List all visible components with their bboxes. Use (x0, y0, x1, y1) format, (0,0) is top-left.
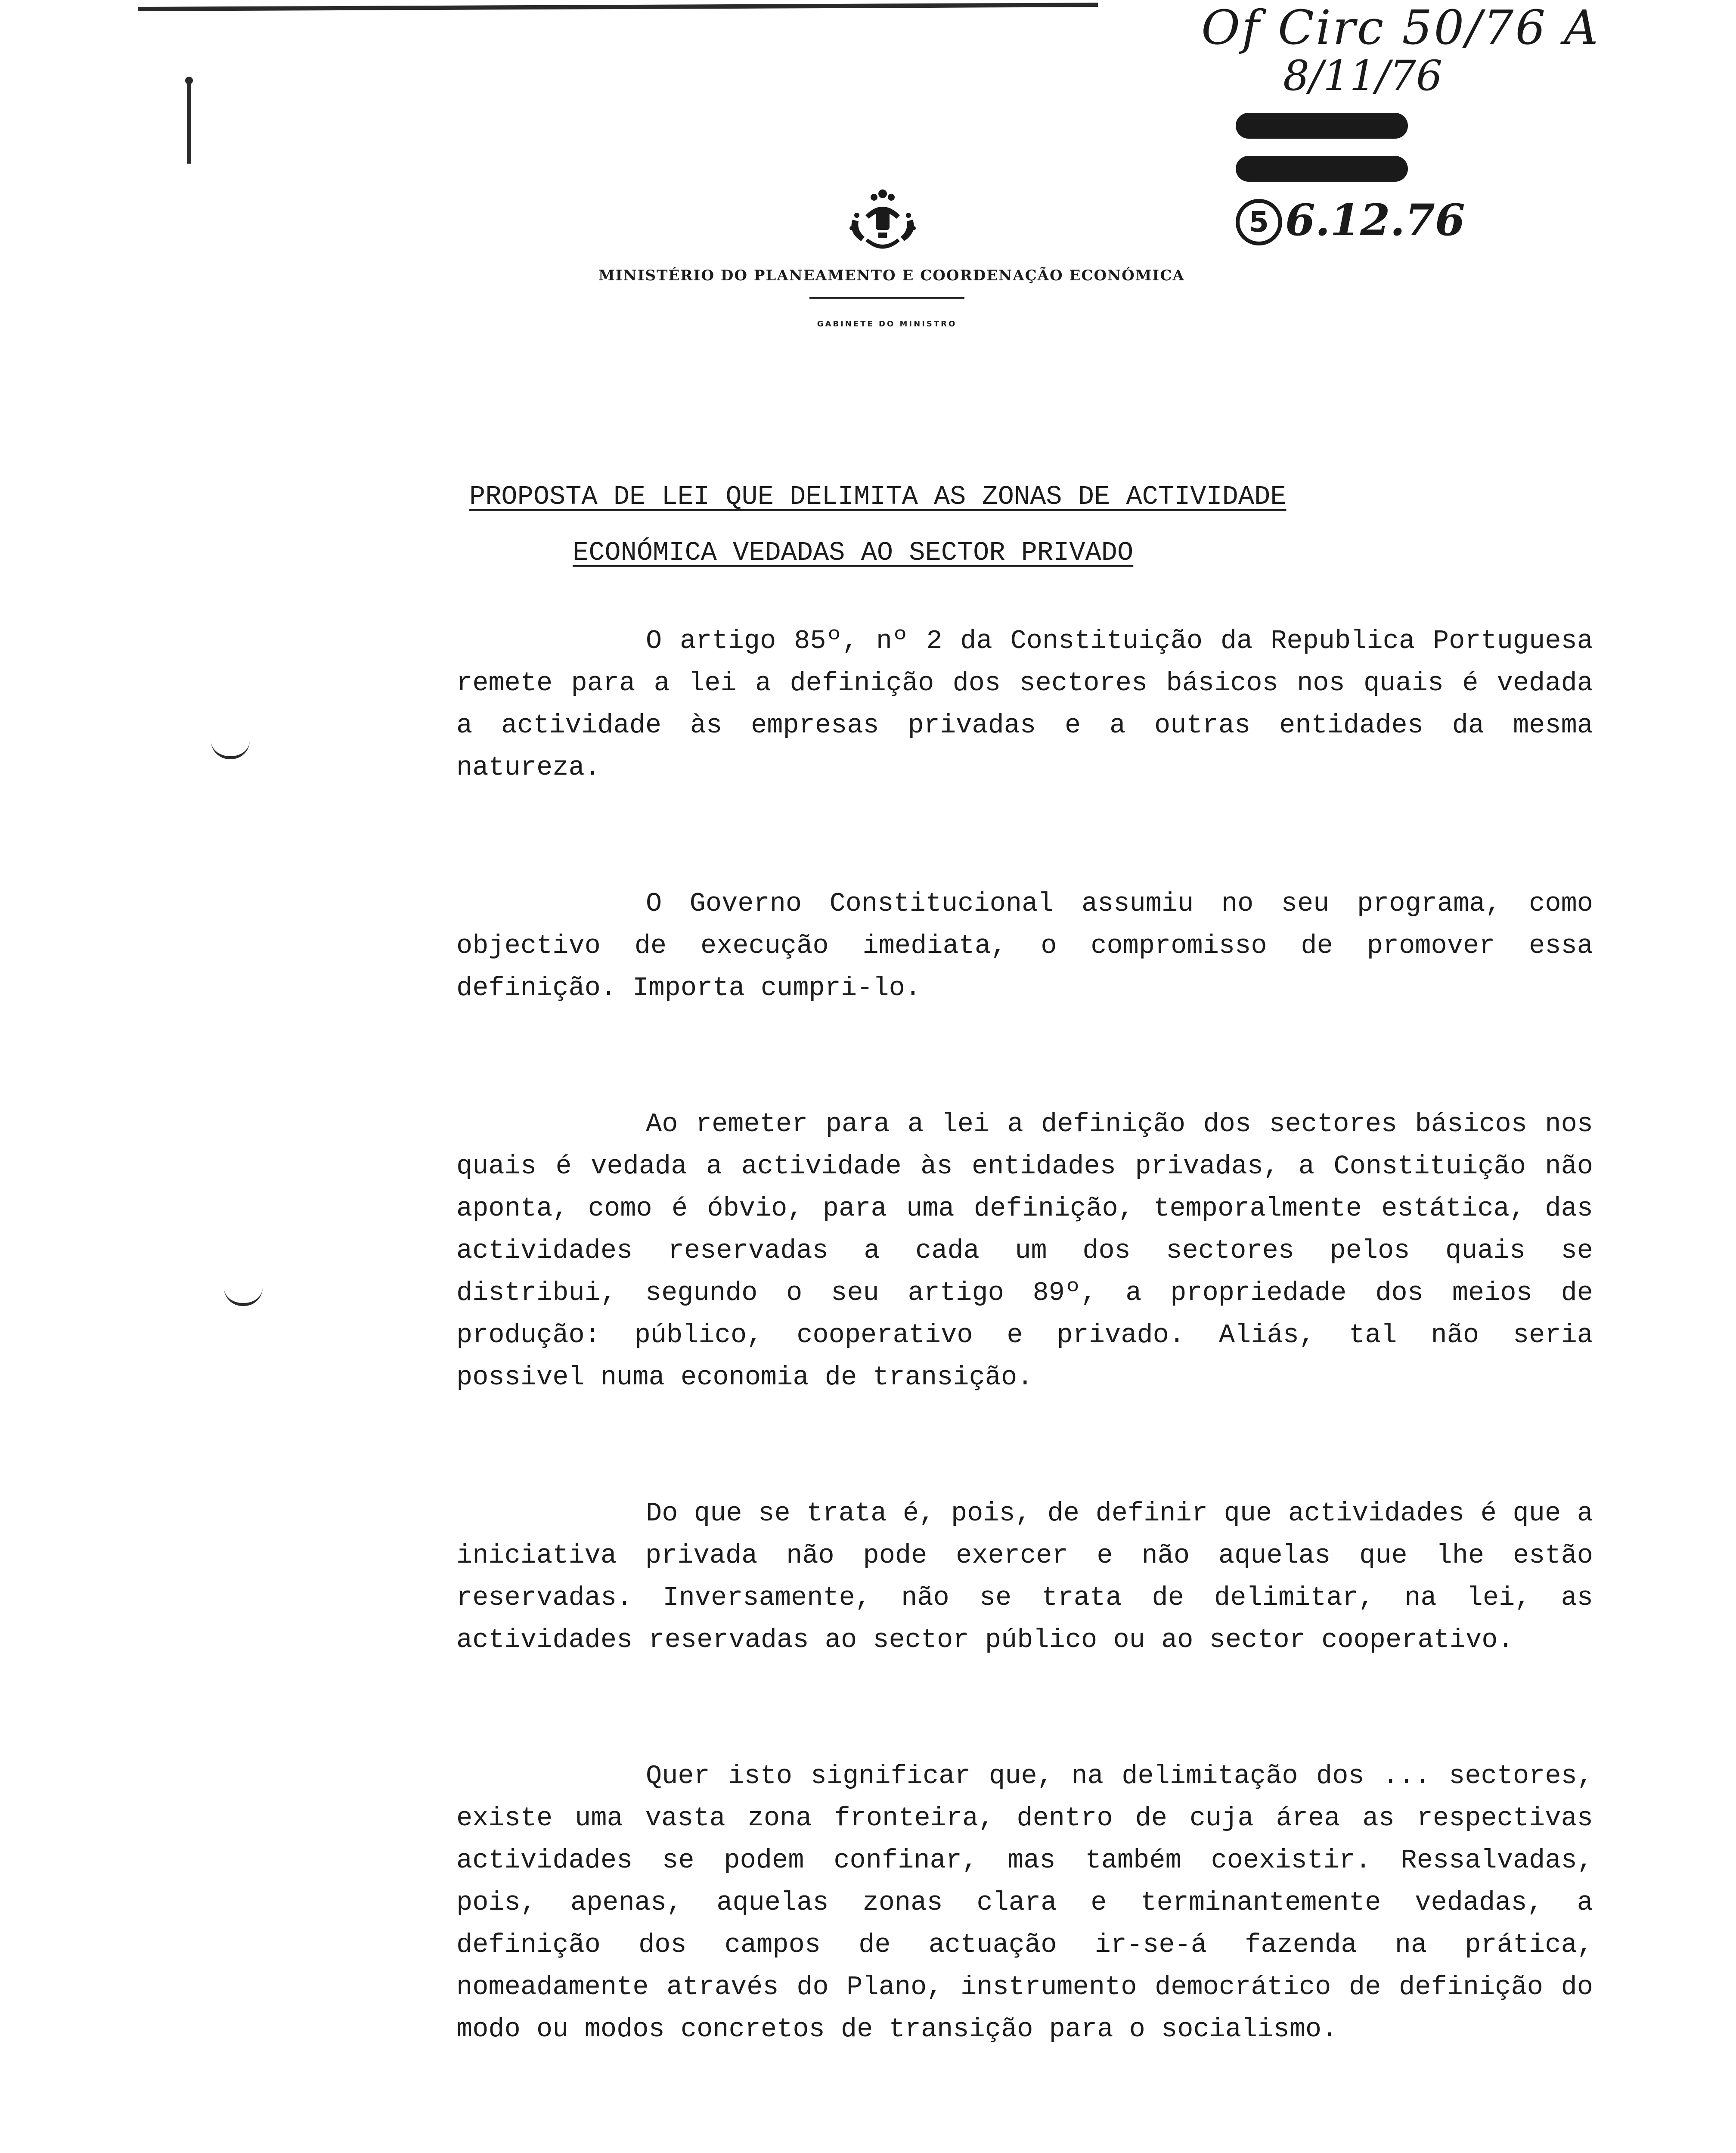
document-title-line-2: ECONÓMICA VEDADAS AO SECTOR PRIVADO (573, 537, 1134, 568)
circled-number: 5 (1236, 199, 1282, 245)
paragraph: Do que se trata é, pois, de definir que actividades é que a iniciativa privada não pode exercer e não aquelas que lhe estão reservadas. Inversamente, não se trata de delimitar, na lei, as actividades reservadas ao sector público ou ao sector cooperativo. (456, 1498, 1593, 1655)
paragraph: O Governo Constitucional assumiu no seu programa, como objectivo de execução imediata, o compromisso de promover essa definição. Importa cumpri-lo. (456, 888, 1593, 1003)
ministry-name: MINISTÉRIO DO PLANEAMENTO E COORDENAÇÃO ECONÓMICA (598, 267, 1185, 284)
struck-out-annotation (1236, 156, 1408, 182)
margin-mark (187, 78, 191, 164)
handwritten-circled-date: 6.12.76 (1285, 195, 1465, 245)
header-divider (809, 297, 964, 299)
paragraph: Ao remeter para a lei a definição dos sectores básicos nos quais é vedada a actividade às entidades privadas, a Constituição não aponta, como é óbvio, para uma definição, temporalmente estática, das actividades reservadas a cada um dos sectores pelos quais se distribui, segundo o seu artigo 89º, a propriedade dos meios de produção: público, cooperativo e privado. Aliás, tal não seria possivel numa economia de transição. (456, 1109, 1593, 1393)
struck-out-annotation (1236, 113, 1408, 139)
paragraph: O artigo 85º, nº 2 da Constituição da Republica Portuguesa remete para a lei a definição dos sectores básicos nos quais é vedada a actividade às empresas privadas e a outras entidades da mesma natureza. (456, 626, 1593, 783)
punch-hole-mark (211, 741, 250, 759)
punch-hole-mark (224, 1287, 263, 1306)
coat-of-arms-icon (840, 185, 926, 258)
cabinet-name: GABINETE DO MINISTRO (817, 320, 957, 329)
document-title-line-1: PROPOSTA DE LEI QUE DELIMITA AS ZONAS DE ACTIVIDADE (469, 481, 1286, 512)
document-body (456, 620, 1593, 2144)
top-rule (138, 3, 1098, 11)
paragraph: Quer isto significar que, na delimitação dos ... sectores, existe uma vasta zona fronteira, dentro de cuja área as respectivas actividades se podem confinar, mas também coexistir. Ressalvadas, pois, apenas, aquelas zonas clara e terminantemente vedadas, a definição dos campos de actuação ir-se-á fazenda na prática, nomeadamente através do Plano, instrumento democrático de definição do modo ou modos concretos de transição para o socialismo. (456, 1761, 1593, 2044)
handwritten-reference: Of Circ 50/76 A (1201, 0, 1600, 55)
handwritten-date: 8/11/76 (1283, 52, 1443, 100)
